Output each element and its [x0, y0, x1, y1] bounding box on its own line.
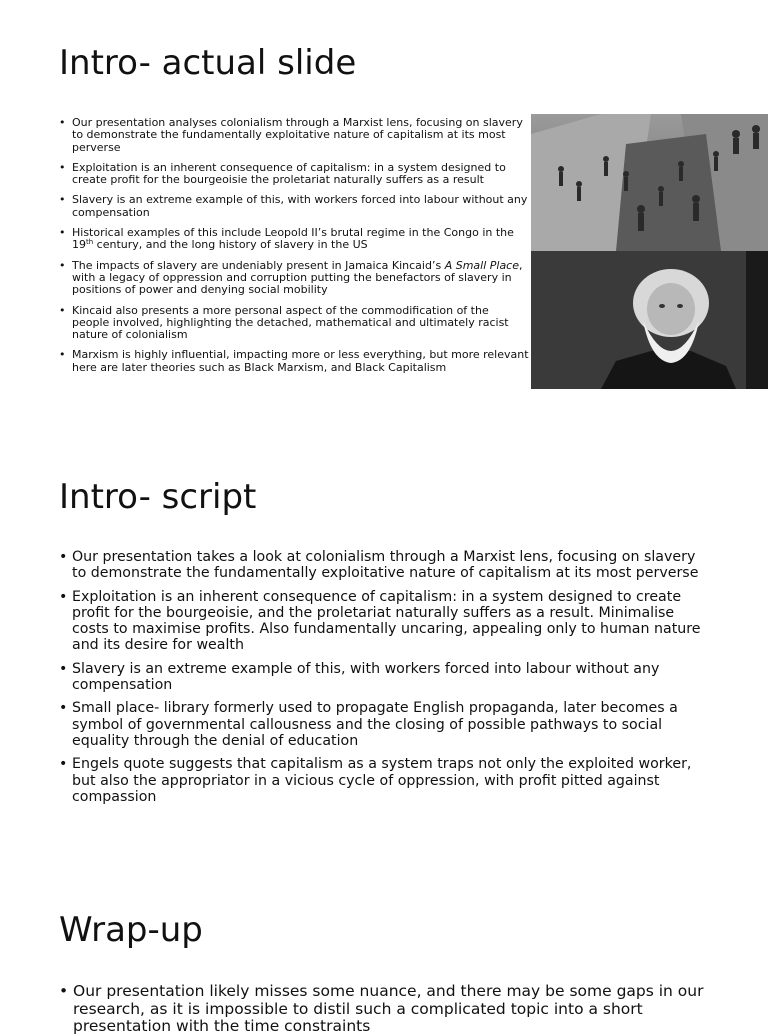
- list-item: • Our presentation likely misses some nuance, and there may be some gaps in our research, as it is impossible to distil such a complicated topic into a short presentation with the time constraints: [59, 982, 704, 1035]
- intro-slide-bullet-list: [59, 117, 529, 382]
- list-item: • Historical examples of this include Leopold II’s brutal regime in the Congo in the 19th century, and the long history of slavery in the US: [59, 226, 514, 252]
- list-item: • Our presentation analyses colonialism through a Marxist lens, focusing on slavery to demonstrate the fundamentally exploitative nature of capitalism at its most perverse: [59, 116, 523, 154]
- list-item: • Slavery is an extreme example of this, with workers forced into labour without any compensation: [59, 193, 528, 219]
- list-item: • Marxism is highly influential, impacting more or less everything, but more relevant here are later theories such as Black Marxism, and Black Capitalism: [59, 348, 529, 374]
- bullet-icon: •: [59, 700, 68, 717]
- bullet-icon: •: [59, 549, 68, 565]
- bullet-icon: •: [59, 588, 68, 605]
- section-title-intro-script: Intro- script: [59, 477, 257, 517]
- section-title-wrap-up: Wrap-up: [59, 910, 203, 950]
- intro-script-bullet-list: [59, 549, 709, 812]
- bullet-icon: •: [59, 660, 68, 677]
- list-item: • Kincaid also presents a more personal aspect of the commodification of the people involved, highlighting the detached, mathematical and ultimately racist nature of colonialism: [59, 303, 509, 342]
- bullet-icon: •: [59, 258, 66, 272]
- list-item: • Engels quote suggests that capitalism as a system traps not only the exploited worker, but also the appropriator in a vicious cycle of oppression, with profit pitted against compassion: [59, 756, 692, 805]
- bullet-icon: •: [59, 226, 66, 240]
- section-title-intro-actual-slide: Intro- actual slide: [59, 43, 357, 83]
- list-item: • Our presentation takes a look at colonialism through a Marxist lens, focusing on slavery to demonstrate the fundamentally exploitative nature of capitalism at its most perverse: [59, 549, 699, 582]
- bullet-icon: •: [59, 116, 66, 129]
- list-item: • Exploitation is an inherent consequence of capitalism: in a system designed to create profit for the bourgeoisie the proletariat naturally suffers as a result: [59, 160, 506, 187]
- bullet-icon: •: [59, 756, 68, 773]
- list-item: • Small place- library formerly used to propagate English propaganda, later becomes a symbol of governmental callousness and the closing of possible pathways to social equality through the denial of education: [59, 700, 678, 749]
- wrap-up-bullet-list: [59, 983, 709, 1036]
- list-item: • Slavery is an extreme example of this, with workers forced into labour without any compensation: [59, 660, 660, 694]
- bullet-icon: •: [59, 348, 66, 362]
- list-item: • The impacts of slavery are undeniably present in Jamaica Kincaid’s A Small Place, with a legacy of oppression and corruption putting the benefactors of slavery in positions of power and denying social mobility: [59, 258, 523, 297]
- bullet-icon: •: [59, 160, 66, 174]
- bullet-icon: •: [59, 982, 69, 1000]
- bullet-icon: •: [59, 303, 66, 317]
- bullet-icon: •: [59, 193, 66, 207]
- book-title: A Small Place: [444, 258, 520, 272]
- list-item: • Exploitation is an inherent consequence of capitalism: in a system designed to create profit for the bourgeoisie, and the proletariat naturally suffers as a result. Minimalise costs to maximise profits. Also fundamentally uncaring, appealing only to human nature and its desire for wealth: [59, 588, 701, 654]
- karl-marx-portrait: [531, 251, 768, 389]
- labour-camp-photo: [531, 114, 768, 251]
